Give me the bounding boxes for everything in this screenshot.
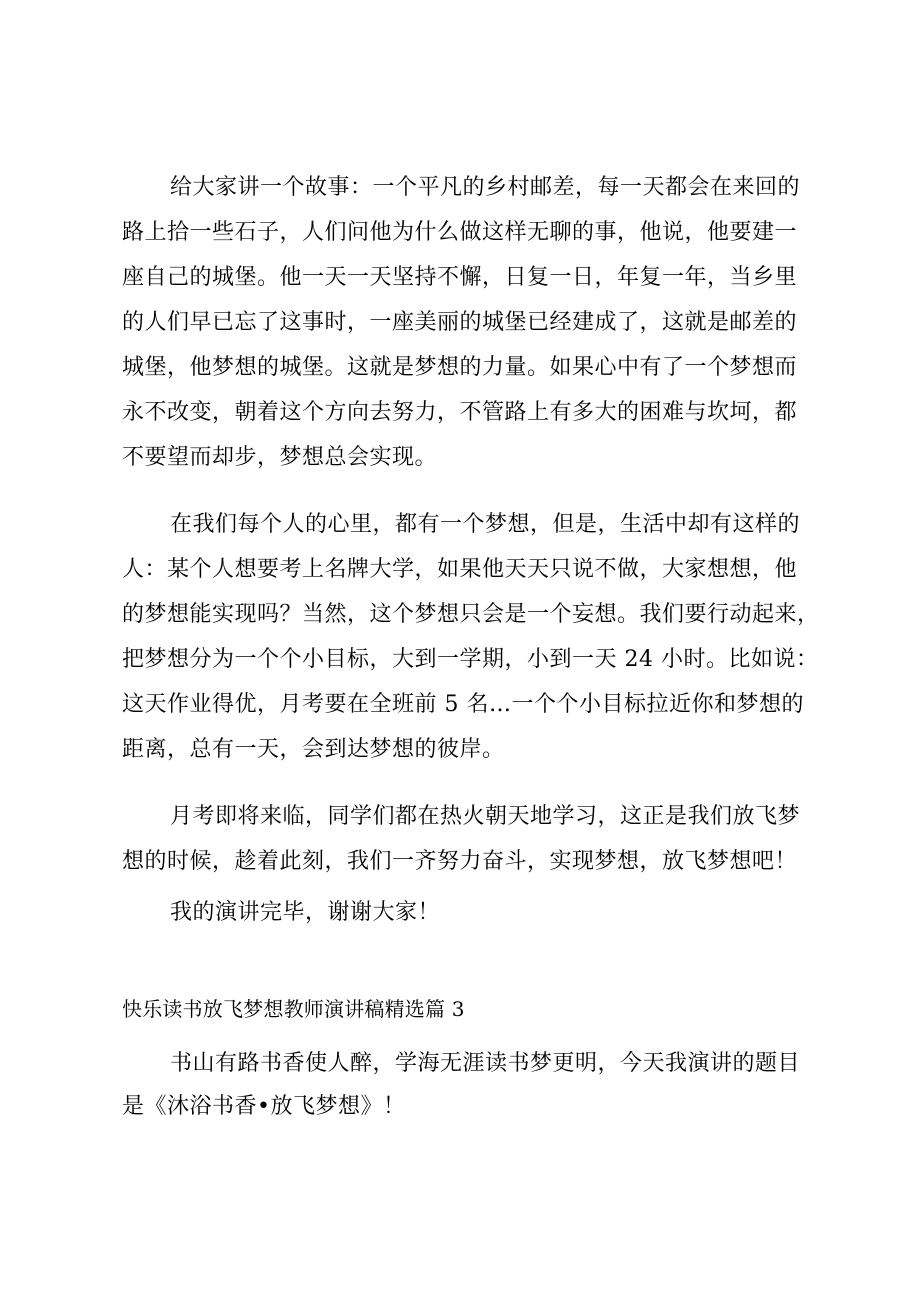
paragraph-4-line-1: 我的演讲完毕，谢谢大家！ — [170, 900, 441, 925]
paragraph-1-line-6: 永不改变，朝着这个方向去努力，不管路上有多大的困难与坎坷，都 — [122, 400, 798, 425]
paragraph-2-line-2: 人：某个人想要考上名牌大学，如果他天天只说不做，大家想想，他 — [122, 557, 798, 582]
paragraph-3-line-2: 想的时候，趁着此刻，我们一齐努力奋斗，实现梦想，放飞梦想吧！ — [122, 849, 798, 874]
paragraph-1-line-5: 城堡，他梦想的城堡。这就是梦想的力量。如果心中有了一个梦想而 — [122, 355, 798, 380]
paragraph-1-line-1: 给大家讲一个故事：一个平凡的乡村邮差，每一天都会在来回的 — [170, 175, 801, 200]
paragraph-1-line-3: 座自己的城堡。他一天一天坚持不懈，日复一日，年复一年，当乡里 — [122, 265, 798, 290]
paragraph-3-line-1: 月考即将来临，同学们都在热火朝天地学习，这正是我们放飞梦 — [170, 804, 801, 829]
paragraph-1-line-7: 不要望而却步，梦想总会实现。 — [122, 445, 438, 470]
paragraph-5-line-1: 书山有路书香使人醉，学海无涯读书梦更明，今天我演讲的题目 — [170, 1051, 801, 1076]
paragraph-2-line-6: 距离，总有一天，会到达梦想的彼岸。 — [122, 737, 505, 762]
section-heading: 快乐读书放飞梦想教师演讲稿精选篇 3 — [122, 997, 465, 1021]
paragraph-1-line-2: 路上拾一些石子，人们问他为什么做这样无聊的事，他说，他要建一 — [122, 220, 798, 245]
paragraph-2-line-5: 这天作业得优，月考要在全班前 5 名…一个个小目标拉近你和梦想的 — [122, 692, 804, 717]
paragraph-2-line-3: 的梦想能实现吗？当然，这个梦想只会是一个妄想。我们要行动起来， — [122, 602, 820, 627]
paragraph-1-line-4: 的人们早已忘了这事时，一座美丽的城堡已经建成了，这就是邮差的 — [122, 310, 798, 335]
paragraph-2-line-4: 把梦想分为一个个小目标，大到一学期，小到一天 24 小时。比如说： — [122, 647, 819, 672]
paragraph-5-line-2: 是《沐浴书香•放飞梦想》！ — [122, 1094, 406, 1119]
paragraph-2-line-1: 在我们每个人的心里，都有一个梦想，但是，生活中却有这样的 — [170, 512, 801, 537]
